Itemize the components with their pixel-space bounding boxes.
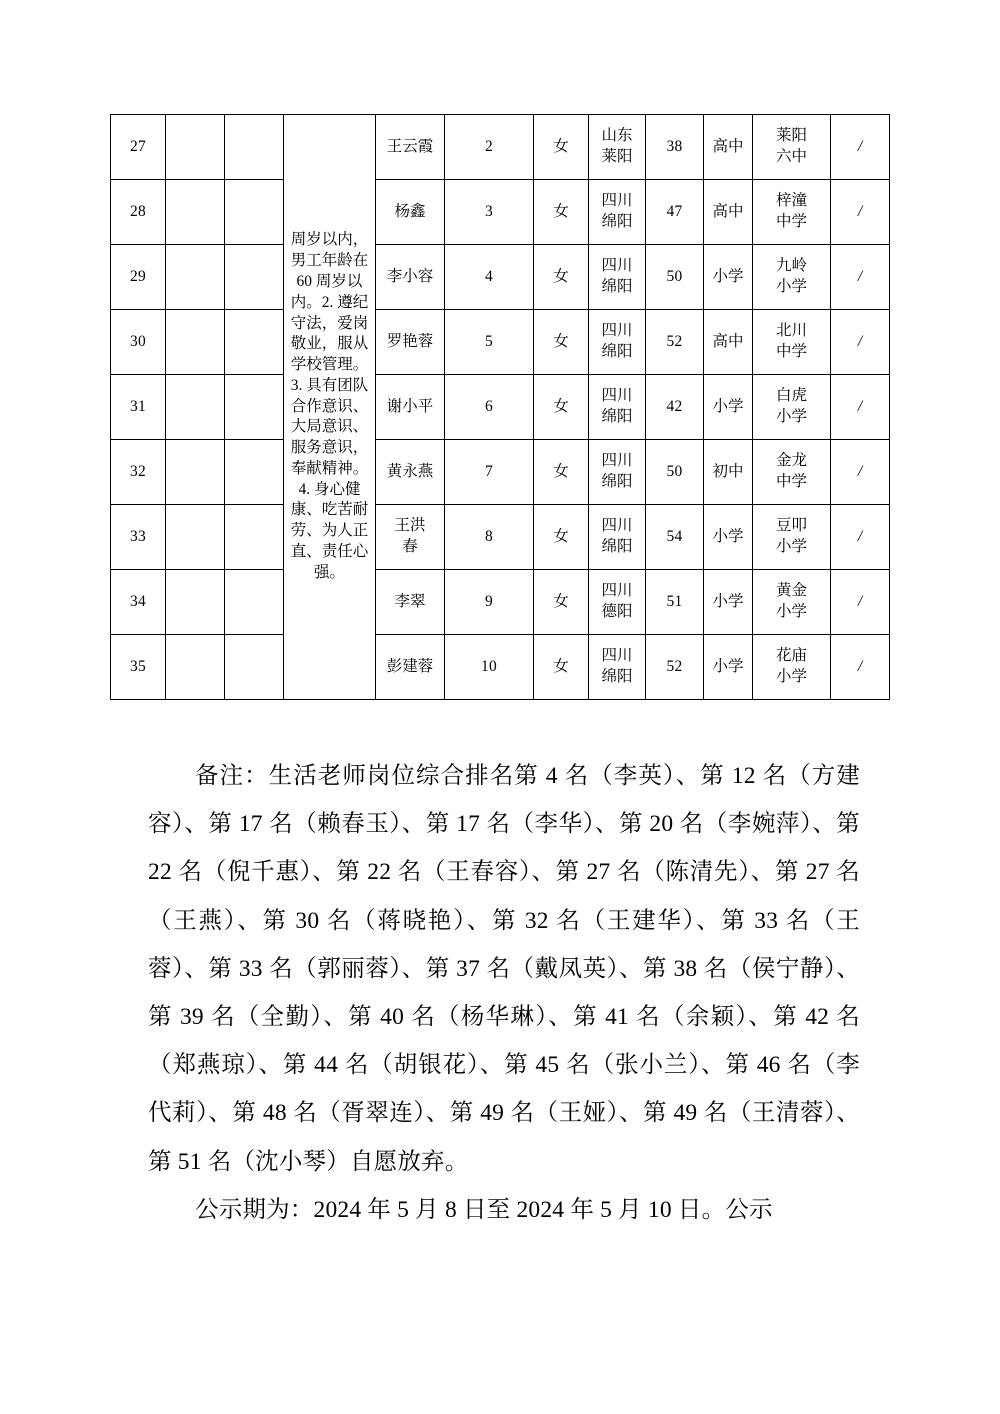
cell-serial-number: 34	[111, 570, 166, 635]
cell-gender: 女	[534, 570, 589, 635]
cell-school	[753, 310, 831, 375]
origin-line-2: 绵阳	[601, 343, 633, 360]
school-line-1: 莱阳	[775, 127, 807, 145]
cell-education: 小学	[704, 505, 753, 570]
table-row	[111, 310, 890, 375]
cell-applicant-name: 黄永燕	[376, 440, 445, 505]
cell-applicant-name: 罗艳蓉	[376, 310, 445, 375]
origin-line-1: 四川	[601, 582, 633, 600]
school-line-2: 小学	[775, 603, 807, 620]
cell-remark: /	[831, 635, 890, 700]
cell-school	[753, 115, 831, 180]
table-row	[111, 440, 890, 505]
table-row	[111, 375, 890, 440]
school-line-1: 梓潼	[775, 192, 807, 210]
cell-unit	[166, 245, 225, 310]
cell-serial-number: 32	[111, 440, 166, 505]
cell-age: 50	[646, 440, 704, 505]
cell-remark: /	[831, 505, 890, 570]
cell-gender: 女	[534, 245, 589, 310]
cell-education: 小学	[704, 245, 753, 310]
cell-education: 小学	[704, 635, 753, 700]
cell-school	[753, 570, 831, 635]
origin-line-2: 绵阳	[601, 473, 633, 490]
cell-school	[753, 180, 831, 245]
cell-gender: 女	[534, 440, 589, 505]
origin-line-2: 德阳	[601, 603, 633, 620]
cell-age: 52	[646, 635, 704, 700]
cell-rank: 4	[445, 245, 534, 310]
cell-origin	[589, 570, 646, 635]
school-line-2: 中学	[775, 473, 807, 490]
cell-education: 初中	[704, 440, 753, 505]
cell-gender: 女	[534, 115, 589, 180]
cell-applicant-name: 彭建蓉	[376, 635, 445, 700]
school-line-1: 白虎	[775, 387, 807, 405]
applicant-table-container	[110, 114, 889, 700]
cell-applicant-name: 杨鑫	[376, 180, 445, 245]
cell-rank: 6	[445, 375, 534, 440]
origin-line-1: 四川	[601, 517, 633, 535]
cell-serial-number: 33	[111, 505, 166, 570]
school-line-2: 小学	[775, 668, 807, 685]
school-line-2: 小学	[775, 538, 807, 555]
cell-age: 42	[646, 375, 704, 440]
cell-serial-number: 27	[111, 115, 166, 180]
cell-origin	[589, 440, 646, 505]
cell-serial-number: 29	[111, 245, 166, 310]
cell-age: 50	[646, 245, 704, 310]
cell-post	[225, 505, 284, 570]
cell-unit	[166, 375, 225, 440]
cell-age: 51	[646, 570, 704, 635]
notes-section	[148, 752, 860, 1234]
table-row	[111, 115, 890, 180]
applicant-table-body	[111, 115, 890, 700]
cell-origin	[589, 115, 646, 180]
origin-line-1: 山东	[601, 127, 633, 145]
cell-origin	[589, 310, 646, 375]
cell-remark: /	[831, 440, 890, 505]
cell-school	[753, 440, 831, 505]
origin-line-2: 绵阳	[601, 668, 633, 685]
school-line-2: 小学	[775, 408, 807, 425]
cell-gender: 女	[534, 310, 589, 375]
cell-post	[225, 570, 284, 635]
cell-applicant-name: 谢小平	[376, 375, 445, 440]
cell-serial-number: 31	[111, 375, 166, 440]
cell-post	[225, 440, 284, 505]
cell-rank: 5	[445, 310, 534, 375]
cell-education: 高中	[704, 310, 753, 375]
cell-rank: 8	[445, 505, 534, 570]
cell-age: 47	[646, 180, 704, 245]
origin-line-2: 绵阳	[601, 538, 633, 555]
origin-line-1: 四川	[601, 647, 633, 665]
cell-age: 38	[646, 115, 704, 180]
cell-origin	[589, 375, 646, 440]
school-line-2: 中学	[775, 213, 807, 230]
cell-school	[753, 375, 831, 440]
cell-gender: 女	[534, 505, 589, 570]
cell-applicant-name: 李小容	[376, 245, 445, 310]
school-line-2: 小学	[775, 278, 807, 295]
table-row	[111, 245, 890, 310]
school-line-1: 金龙	[775, 452, 807, 470]
origin-line-1: 四川	[601, 387, 633, 405]
origin-line-2: 绵阳	[601, 213, 633, 230]
cell-origin	[589, 505, 646, 570]
cell-remark: /	[831, 310, 890, 375]
school-line-1: 花庙	[775, 647, 807, 665]
remark-paragraph: 备注：生活老师岗位综合排名第 4 名（李英）、第 12 名（方建容）、第 17 名（赖春玉）、第 17 名（李华）、第 20 名（李婉萍）、第 22 名（倪千惠）、第 22 名（王春容）、第 27 名（陈清先）、第 27 名（王燕）、第 30 名（蒋晓艳）、第 32 名（王建华）、第 33 名（王蓉）、第 33 名（郭丽蓉）、第 37 名（戴凤英）、第 38 名（侯宁静）、第 39 名（全勤）、第 40 名（杨华琳）、第 41 名（余颖）、第 42 名（郑燕琼）、第 44 名（胡银花）、第 45 名（张小兰）、第 46 名（李代莉）、第 48 名（胥翠连）、第 49 名（王娅）、第 49 名（王清蓉）、第 51 名（沈小琴）自愿放弃。	[148, 763, 860, 1175]
origin-line-2: 绵阳	[601, 408, 633, 425]
table-row	[111, 570, 890, 635]
cell-serial-number: 28	[111, 180, 166, 245]
origin-line-1: 四川	[601, 322, 633, 340]
cell-origin	[589, 180, 646, 245]
cell-remark: /	[831, 245, 890, 310]
cell-school	[753, 505, 831, 570]
cell-education: 小学	[704, 375, 753, 440]
cell-applicant-name: 王云霞	[376, 115, 445, 180]
school-line-1: 九岭	[775, 257, 807, 275]
cell-applicant-name: 王洪春	[376, 505, 445, 570]
cell-gender: 女	[534, 635, 589, 700]
cell-school	[753, 245, 831, 310]
cell-unit	[166, 505, 225, 570]
cell-education: 高中	[704, 115, 753, 180]
cell-rank: 3	[445, 180, 534, 245]
cell-unit	[166, 440, 225, 505]
cell-remark: /	[831, 570, 890, 635]
cell-gender: 女	[534, 375, 589, 440]
cell-age: 54	[646, 505, 704, 570]
cell-post	[225, 180, 284, 245]
applicant-table	[110, 114, 890, 700]
table-row	[111, 180, 890, 245]
school-line-1: 北川	[775, 322, 807, 340]
cell-applicant-name: 李翠	[376, 570, 445, 635]
table-row	[111, 505, 890, 570]
school-line-1: 豆叩	[775, 517, 807, 535]
cell-education: 高中	[704, 180, 753, 245]
cell-post	[225, 115, 284, 180]
origin-line-2: 绵阳	[601, 278, 633, 295]
cell-post	[225, 310, 284, 375]
school-line-2: 中学	[775, 343, 807, 360]
cell-unit	[166, 635, 225, 700]
cell-post	[225, 245, 284, 310]
origin-line-1: 四川	[601, 452, 633, 470]
cell-post	[225, 375, 284, 440]
publicity-period-paragraph: 公示期为：2024 年 5 月 8 日至 2024 年 5 月 10 日。公示	[195, 1196, 773, 1223]
cell-unit	[166, 570, 225, 635]
cell-remark: /	[831, 180, 890, 245]
cell-origin	[589, 635, 646, 700]
cell-remark: /	[831, 375, 890, 440]
origin-line-1: 四川	[601, 192, 633, 210]
cell-remark: /	[831, 115, 890, 180]
school-line-2: 六中	[775, 148, 807, 165]
school-line-1: 黄金	[775, 582, 807, 600]
cell-post	[225, 635, 284, 700]
cell-job-requirements: 周岁以内，男工年龄在 60 周岁以内。2. 遵纪守法，爱岗敬业，服从学校管理。3. 具有团队合作意识、大局意识、服务意识，奉献精神。4. 身心健康、吃苦耐劳、为人正直、责任心强。	[284, 115, 376, 700]
table-row	[111, 635, 890, 700]
cell-rank: 7	[445, 440, 534, 505]
cell-serial-number: 35	[111, 635, 166, 700]
cell-school	[753, 635, 831, 700]
cell-origin	[589, 245, 646, 310]
cell-unit	[166, 310, 225, 375]
origin-line-1: 四川	[601, 257, 633, 275]
cell-serial-number: 30	[111, 310, 166, 375]
cell-unit	[166, 180, 225, 245]
cell-education: 小学	[704, 570, 753, 635]
cell-rank: 10	[445, 635, 534, 700]
cell-rank: 2	[445, 115, 534, 180]
origin-line-2: 莱阳	[601, 148, 633, 165]
cell-unit	[166, 115, 225, 180]
cell-age: 52	[646, 310, 704, 375]
cell-gender: 女	[534, 180, 589, 245]
cell-rank: 9	[445, 570, 534, 635]
